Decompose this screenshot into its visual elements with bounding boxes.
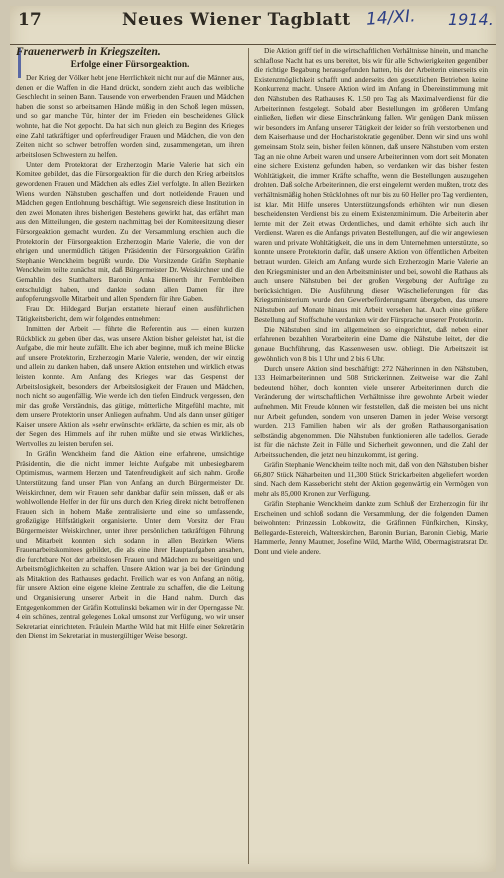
column-left — [16, 46, 244, 868]
masthead — [10, 6, 496, 45]
column-right — [254, 46, 488, 868]
newspaper-name: Neues Wiener Tagblatt — [122, 10, 351, 30]
article-subtitle: Erfolge einer Fürsorgeaktion. — [70, 60, 190, 70]
page-number: 17 — [18, 10, 42, 30]
article-title: Frauenerwerb in Kriegszeiten. — [16, 46, 161, 58]
newspaper-clipping — [10, 6, 496, 872]
paragraph: Die Aktion griff tief in die wirtschaftlichen Verhältnisse hinein, und manche schlaflose Nacht hat es uns bereitet, bis wir für alle Schwierigkeiten gegenüber die richtige Begabung herausgefunden hatten, bis der Arbeiterin einerseits ein Existenzmöglichkeit schafft und anderseits den gesetzlichen Betrieben keine Konkurrenz macht. Unsere Aktion wird im Anfang in Übereinstimmung mit den Nähstuben des Rathauses K. 1.50 pro Tag als Maximalverdienst für die Arbeiterinnen festgelegt. Sobald aber Bestellungen im größeren Umfang einließen, ließen wir diese Einschränkung fallen. Wir genügen Dank müssen wir besonders im Anfang unserer Tätigkeit der leider so früh verstorbenen und dem Kaiserhause und der Hocharistokratie gegenüber. Denn wir sind uns wohl gemeinsam Stolz sein, bisher feilen können, daß unsere Nähstuben vom ersten Tag an nie ohne Arbeit waren und unsere Arbeiterinnen vom dort seit Monaten eine sichere Existenz gefunden haben, so verdanken wir das bisher festen Wohltätigkeit, die immer Kräfte schaffte, wenn die Bestellungen auszugehen drohten. Daß solche Arbeiterinnen, die erst eingelernt werden mußten, trotz des verhältnismäßig hohen Stücklohnes oft nur bis zu 60 Heller pro Tag verdienten, ist klar. Mit Hilfe unseres Unterstützungsfonds erhöhten wir nun diesen bescheidensten Verdienst bis zu einem Existenzminimum. Die Arbeiterin aber lernte mit der Zeit etwas Ordentliches, und damit erhöhte sich auch ihr Verdienst. Waren es die Anfangs privaten Bestellungen, auf die wir angewiesen waren und private Wohltätigkeit, die uns in dem Unternehmen unterstützte, so konnte unsere Protektorin dafür, daß unsere Aktion von öffentlichen Arbeiten betraut wurden. Gleich am Anfang wurde sich Erzherzogin Marie Valerie an den Kriegsminister und an den Arbeitsminister und bei, sowohl die Rathaus als auch unsere Nähstuben bei der großen Vergebung der Aufträge zu berücksichtigen. Die Ausführung dieser Wäschelieferungen für das Kriegsministerium wurde den Gewerbeförderungsamt übergeben, das unsere Nähstuben auf Monate hinaus mit Arbeit versehen hat. Auch eine größere Bestellung auf Stoffschuhe verdanken wir der Fürsprache unserer Protektorin. — [254, 46, 488, 324]
paragraph: Die Nähstuben sind im allgemeinen so eingerichtet, daß neben einer erfahrenen bezahlten Vorarbeiterin eine Dame die Nähstube leitet, der die genaue Buchführung, das Kassenwesen usw. obliegt. Die Arbeitszeit ist gewöhnlich von 8 bis 1 Uhr und 2 bis 6 Uhr. — [254, 324, 488, 363]
paragraph: In Gräfin Wenckheim fand die Aktion eine erfahrene, umsichtige Präsidentin, die die nicht immer leichte Aufgabe mit unbesiegbarem Optimismus, warmem Herzen und Tatenfreudigkeit auf sich nahm. Große Unterstützung fand unser Plan von Anfang an durch Bürgermeister Dr. Weiskirchner, dem wir Frauen sehr dankbar dafür sein müssen, daß er als wohlwollende Helfer in der für uns durch den Krieg direkt nicht betroffenen Frauen sich in hohem Maße zentralisierte und eine so umfassende, großzügige Hilfstätigkeit organisierte. Unter dem Vorsitz der Frau Bürgermeister Weiskirchner, unter ihrer persönlichen tatkräftigen Führung und Mitarbeit konnten sich sodann in allen Bezirken Wiens Frauenarbeitskomitees gebildet, die als eine ihrer Hauptaufgaben ansahen, die furchtbare Not der arbeitslosen Frauen und Mädchen zu beseitigen und Arbeitsmöglichkeiten zu schaffen. Unsere Aktion war ja bei der Gründung als Mitaktion des Rathauses gedacht. Freilich war es von Anfang an nötig, für unsere Aktion eine eigene kleine Zentrale zu schaffen, die die Leitung und Organisierung unserer Arbeit in die Hand nahm. Durch das Entgegenkommen der Gräfin Kottulinski bekamen wir in der Operngasse Nr. 4 ein schönes, zentral gelegenes Lokal umsonst zur Verfügung, wo wir unser Sekretariat einrichteten. Fräulein Marthe Wild hat mit Hilfe einer Sekretärin den Dienst im Sekretariat in mustergültiger Weise besorgt. — [16, 449, 244, 641]
paragraph: Unter dem Protektorat der Erzherzogin Marie Valerie hat sich ein Komitee gebildet, das die Fürsorgeaktion für die durch den Krieg arbeitslos gewordenen Frauen und Mädchen als edles Ziel verfolgte. In allen Bezirken Wiens wurden Nähstuben geschaffen und dort notleidende Frauen und Mädchen gegen Entlohnung beschäftigt. Wie segensreich diese Institution in den zwei Monaten ihres bisherigen Bestehens gewirkt hat, das erfährt man aus den Mitteilungen, die gestern nachmittag bei der Komiteesitzung dieser Fürsorgeaktion gemacht wurden. Zu der Versammlung erschien auch die Protektorin der Fürsorgeaktion Erzherzogin Marie Valerie, die von der ehrigen und unermüdlich tätigen Präsidentin der Fürsorgeaktion Gräfin Stephanie Wenckheim begrüßt wurde. Die Vorsitzende Gräfin Stephanie Wenckheim teilte zunächst mit, daß Bürgermeister Dr. Weiskirchner und die Gemahlin des Statthalters Baronin Anka Bienerth ihr Fernbleiben entschuldigt haben, und dankte sodann allen Damen für ihre aufopferungsvolle Mitarbeit und allen Spendern für ihre Gaben. — [16, 159, 244, 304]
handwritten-date: 14/XI. — [365, 6, 417, 30]
paragraph: Inmitten der Arbeit — führte die Referentin aus — einen kurzen Rückblick zu geben über das, was unsere Aktion bisher geleistet hat, ist die Aufgabe, die mir heute zufällt. Ehe ich aber beginne, muß ich meine Blicke auf unsere Protektorin, Erzherzogin Marie Valerie, wenden, der wir einzig und allein zu danken haben, daß unsere Aktion entstehen und wirklich etwas leisten konnte. Am Anfang des Krieges war das Gespenst der Arbeitslosigkeit, besonders der Arbeitslosigkeit der Frauen und Mädchen, noch nicht so augenfällig. Wie werde ich den tiefen Eindruck vergessen, den mir das große Verständnis, das gütige, mütterliche Mitgefühl machte, mit dem unsere Protektorin unser Anliegen aufnahm. Und als dann unser gütiger Kaiser unsere Aktion als »sehr erwünscht« erklärte, da schien es mir, als ob der Segen des Himmels auf ihr ruhen müßte und sie etwas Wirkliches, Wertvolles zu leisten berufen sei. — [16, 323, 244, 449]
paragraph: Durch unsere Aktion sind beschäftigt: 272 Näherinnen in den Nähstuben, 133 Heimarbeiterinnen und 508 Strickerinnen. Zeitweise war die Zahl bedeutend höher, doch konnten viele unserer Arbeiterinnen durch die Veränderung der wirtschaftlichen Verhältnisse ihre gewohnte Arbeit wieder aufnehmen. Mit Freude können wir feststellen, daß die meisten bei uns nicht nur Arbeit gefunden, sondern von unseren Damen in jeder Weise versorgt wurden. 213 Familien haben wir als der großen Rathausorganisation selbständig abgenommen. Die Nähstuben funktionieren alle tadellos. Gerade ist für die nächste Zeit in Fülle und Sicherheit gewonnen, und die Zahl der Arbeitssuchenden, die jetzt neu hinzukommt, ist gering. — [254, 363, 488, 459]
handwritten-year: 1914. — [448, 10, 494, 29]
paragraph: Gräfin Stephanie Wenckheim teilte noch mit, daß von den Nähstuben bisher 66,807 Stück Näharbeiten und 11,300 Stück Strickarbeiten abgeliefert worden sind. Nach dem Kassebericht steht der Aktion gegenwärtig ein Vermögen von mehr als 85,000 Kronen zur Verfügung. — [254, 460, 488, 498]
column-divider — [248, 48, 249, 864]
paragraph: Der Krieg der Völker hebt jene Herrlichkeit nicht nur auf die Männer aus, denen er die Waffen in die Hand drückt, sondern zieht auch das weibliche Geschlecht in seinen Bann. Tausende von erwerbenden Frauen und Mädchen haben die sonst so arbeitsamen Hände müßig in den Schoß legen müssen, und so gar manche Tür, hinter der im Frieden ein bescheidenes Glück wohnte, hat die Not gepocht. Da hat sich nun gleich zu Beginn des Krieges eine Zahl tatkräftiger und opferfreudiger Frauen und Mädchen, die von den Zeiten nicht so schwer betroffen worden sind, zusammengetan, um ihren arbeitslosen Schwestern zu helfen. — [16, 73, 244, 159]
paragraph: Frau Dr. Hildegard Burjan erstattete hierauf einen ausführlichen Tätigkeitsbericht, dem wir folgendes entnehmen: — [16, 304, 244, 323]
paragraph: Gräfin Stephanie Wenckheim dankte zum Schluß der Erzherzogin für ihr Erscheinen und schloß sodann die Versammlung, der die folgenden Damen beiwohnten: Prinzessin Lobkowitz, die Gräfinnen Fünfkirchen, Kinsky, Bellegarde-Estereich, Walterskirchen, Baronin Burian, Baronin Ciebig, Marie Hammerle, Jenny Mautner, Josefine Wild, Marthe Wild, Obermagistratsrat Dr. Dont und viele andere. — [254, 498, 488, 556]
